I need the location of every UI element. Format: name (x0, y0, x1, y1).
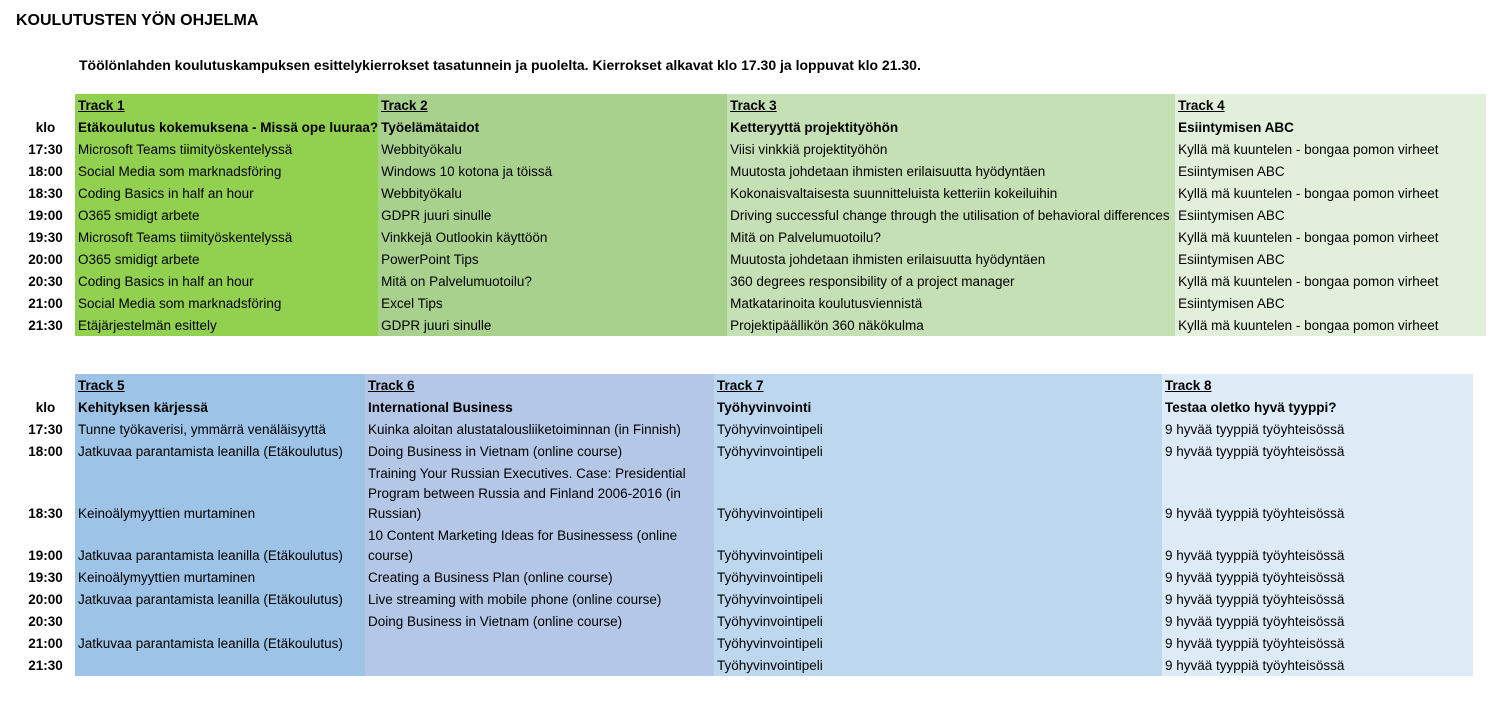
session-cell: 9 hyvää tyyppiä työyhteisössä (1162, 610, 1473, 632)
session-cell: Microsoft Teams tiimityöskentelyssä (75, 226, 378, 248)
track-name-row (16, 396, 1473, 418)
time-cell: 20:00 (16, 588, 75, 610)
session-cell (75, 654, 365, 676)
session-cell: 9 hyvää tyyppiä työyhteisössä (1162, 654, 1473, 676)
session-cell: Matkatarinoita koulutusviennistä (727, 292, 1175, 314)
session-cell: O365 smidigt arbete (75, 248, 378, 270)
session-cell: Työhyvinvointipeli (714, 588, 1162, 610)
session-cell (365, 654, 714, 676)
session-cell: Tunne työkaverisi, ymmärrä venäläisyyttä (75, 418, 365, 440)
time-cell: 21:30 (16, 654, 75, 676)
session-cell: Työhyvinvointipeli (714, 524, 1162, 566)
track-6-name: International Business (365, 396, 714, 418)
session-cell: Doing Business in Vietnam (online course) (365, 440, 714, 462)
track-5-name: Kehityksen kärjessä (75, 396, 365, 418)
session-cell: Social Media som marknadsföring (75, 160, 378, 182)
session-cell: Keinoälymyyttien murtaminen (75, 566, 365, 588)
time-cell: 21:00 (16, 292, 75, 314)
session-cell: Coding Basics in half an hour (75, 182, 378, 204)
table-row (16, 418, 1473, 440)
session-cell: Työhyvinvointipeli (714, 418, 1162, 440)
session-cell: Mitä on Palvelumuotoilu? (727, 226, 1175, 248)
session-cell: Projektipäällikön 360 näkökulma (727, 314, 1175, 336)
time-cell: 19:30 (16, 226, 75, 248)
session-cell: Kyllä mä kuuntelen - bongaa pomon virheet (1175, 270, 1486, 292)
session-cell: Creating a Business Plan (online course) (365, 566, 714, 588)
time-cell: 20:30 (16, 270, 75, 292)
session-cell: Excel Tips (378, 292, 727, 314)
session-cell: 360 degrees responsibility of a project manager (727, 270, 1175, 292)
session-cell: Viisi vinkkiä projektityöhön (727, 138, 1175, 160)
track-4-label: Track 4 (1175, 94, 1486, 116)
session-cell: Muutosta johdetaan ihmisten erilaisuutta hyödyntäen (727, 248, 1175, 270)
table-row (16, 632, 1473, 654)
session-cell: Kyllä mä kuuntelen - bongaa pomon virheet (1175, 138, 1486, 160)
time-cell: 19:30 (16, 566, 75, 588)
session-cell: GDPR juuri sinulle (378, 314, 727, 336)
session-cell: GDPR juuri sinulle (378, 204, 727, 226)
session-cell: Webbityökalu (378, 182, 727, 204)
session-cell: Webbityökalu (378, 138, 727, 160)
session-cell: 9 hyvää tyyppiä työyhteisössä (1162, 418, 1473, 440)
session-cell: Muutosta johdetaan ihmisten erilaisuutta hyödyntäen (727, 160, 1175, 182)
session-cell: 9 hyvää tyyppiä työyhteisössä (1162, 632, 1473, 654)
table-row (16, 588, 1473, 610)
track-5-label: Track 5 (75, 374, 365, 396)
time-cell: 19:00 (16, 204, 75, 226)
time-cell: 17:30 (16, 418, 75, 440)
time-cell: 18:00 (16, 160, 75, 182)
session-cell: Microsoft Teams tiimityöskentelyssä (75, 138, 378, 160)
session-cell: Keinoälymyyttien murtaminen (75, 462, 365, 524)
session-cell: Live streaming with mobile phone (online course) (365, 588, 714, 610)
time-cell: 18:00 (16, 440, 75, 462)
track-2-label: Track 2 (378, 94, 727, 116)
session-cell: 9 hyvää tyyppiä työyhteisössä (1162, 566, 1473, 588)
track-1-name: Etäkoulutus kokemuksena - Missä ope luuraa? (75, 116, 378, 138)
table-row (16, 204, 1486, 226)
table-row (16, 292, 1486, 314)
session-cell (365, 632, 714, 654)
track-3-name: Ketteryyttä projektityöhön (727, 116, 1175, 138)
session-cell: Työhyvinvointipeli (714, 654, 1162, 676)
blank-cell (16, 374, 75, 396)
session-cell: 9 hyvää tyyppiä työyhteisössä (1162, 440, 1473, 462)
track-8-label: Track 8 (1162, 374, 1473, 396)
time-cell: 21:30 (16, 314, 75, 336)
session-cell: Training Your Russian Executives. Case: Presidential Program between Russia and Finland 2006-2016 (in Russian) (365, 462, 714, 524)
time-cell: 21:00 (16, 632, 75, 654)
table-row (16, 182, 1486, 204)
session-cell: PowerPoint Tips (378, 248, 727, 270)
track-7-label: Track 7 (714, 374, 1162, 396)
session-cell: Coding Basics in half an hour (75, 270, 378, 292)
table-row (16, 138, 1486, 160)
session-cell: Esiintymisen ABC (1175, 204, 1486, 226)
track-1-label: Track 1 (75, 94, 378, 116)
time-cell: 17:30 (16, 138, 75, 160)
track-name-row (16, 116, 1486, 138)
session-cell: Jatkuvaa parantamista leanilla (Etäkoulutus) (75, 524, 365, 566)
session-cell: Esiintymisen ABC (1175, 292, 1486, 314)
table-row (16, 270, 1486, 292)
session-cell: 9 hyvää tyyppiä työyhteisössä (1162, 462, 1473, 524)
klo-header: klo (16, 116, 75, 138)
schedule-table-1 (16, 94, 1486, 336)
session-cell: O365 smidigt arbete (75, 204, 378, 226)
track-2-name: Työelämätaidot (378, 116, 727, 138)
track-8-name: Testaa oletko hyvä tyyppi? (1162, 396, 1473, 418)
schedule-table-2 (16, 374, 1473, 676)
table-row (16, 566, 1473, 588)
session-cell (75, 610, 365, 632)
track-3-label: Track 3 (727, 94, 1175, 116)
time-cell: 20:30 (16, 610, 75, 632)
session-cell: Työhyvinvointipeli (714, 610, 1162, 632)
session-cell: Mitä on Palvelumuotoilu? (378, 270, 727, 292)
table-row (16, 440, 1473, 462)
table-row (16, 248, 1486, 270)
session-cell: Kyllä mä kuuntelen - bongaa pomon virheet (1175, 182, 1486, 204)
time-cell: 19:00 (16, 524, 75, 566)
track-4-name: Esiintymisen ABC (1175, 116, 1486, 138)
session-cell: Kyllä mä kuuntelen - bongaa pomon virheet (1175, 226, 1486, 248)
session-cell: 10 Content Marketing Ideas for Businessess (online course) (365, 524, 714, 566)
session-cell: Työhyvinvointipeli (714, 632, 1162, 654)
track-label-row (16, 94, 1486, 116)
time-cell: 18:30 (16, 182, 75, 204)
track-6-label: Track 6 (365, 374, 714, 396)
session-cell: Työhyvinvointipeli (714, 566, 1162, 588)
table-row (16, 314, 1486, 336)
session-cell: Vinkkejä Outlookin käyttöön (378, 226, 727, 248)
session-cell: Doing Business in Vietnam (online course) (365, 610, 714, 632)
session-cell: Kuinka aloitan alustatalousliiketoiminnan (in Finnish) (365, 418, 714, 440)
page-subtitle: Töölönlahden koulutuskampuksen esittelykierrokset tasatunnein ja puolelta. Kierrokset alkavat klo 17.30 ja loppuvat klo 21.30. (79, 57, 921, 73)
table-row (16, 226, 1486, 248)
table-row (16, 654, 1473, 676)
session-cell: Työhyvinvointipeli (714, 462, 1162, 524)
table-row (16, 524, 1473, 566)
time-cell: 18:30 (16, 462, 75, 524)
track-7-name: Työhyvinvointi (714, 396, 1162, 418)
session-cell: Jatkuvaa parantamista leanilla (Etäkoulutus) (75, 632, 365, 654)
session-cell: Kokonaisvaltaisesta suunnitteluista ketteriin kokeiluihin (727, 182, 1175, 204)
session-cell: Windows 10 kotona ja töissä (378, 160, 727, 182)
blank-cell (16, 94, 75, 116)
track-label-row (16, 374, 1473, 396)
page-title: KOULUTUSTEN YÖN OHJELMA (16, 12, 259, 29)
table-row (16, 462, 1473, 524)
session-cell: Social Media som marknadsföring (75, 292, 378, 314)
table-row (16, 160, 1486, 182)
klo-header: klo (16, 396, 75, 418)
time-cell: 20:00 (16, 248, 75, 270)
table-row (16, 610, 1473, 632)
session-cell: Kyllä mä kuuntelen - bongaa pomon virheet (1175, 314, 1486, 336)
session-cell: Driving successful change through the utilisation of behavioral differences (727, 204, 1175, 226)
session-cell: Jatkuvaa parantamista leanilla (Etäkoulutus) (75, 440, 365, 462)
session-cell: 9 hyvää tyyppiä työyhteisössä (1162, 588, 1473, 610)
session-cell: 9 hyvää tyyppiä työyhteisössä (1162, 524, 1473, 566)
session-cell: Esiintymisen ABC (1175, 160, 1486, 182)
session-cell: Etäjärjestelmän esittely (75, 314, 378, 336)
session-cell: Esiintymisen ABC (1175, 248, 1486, 270)
session-cell: Jatkuvaa parantamista leanilla (Etäkoulutus) (75, 588, 365, 610)
session-cell: Työhyvinvointipeli (714, 440, 1162, 462)
